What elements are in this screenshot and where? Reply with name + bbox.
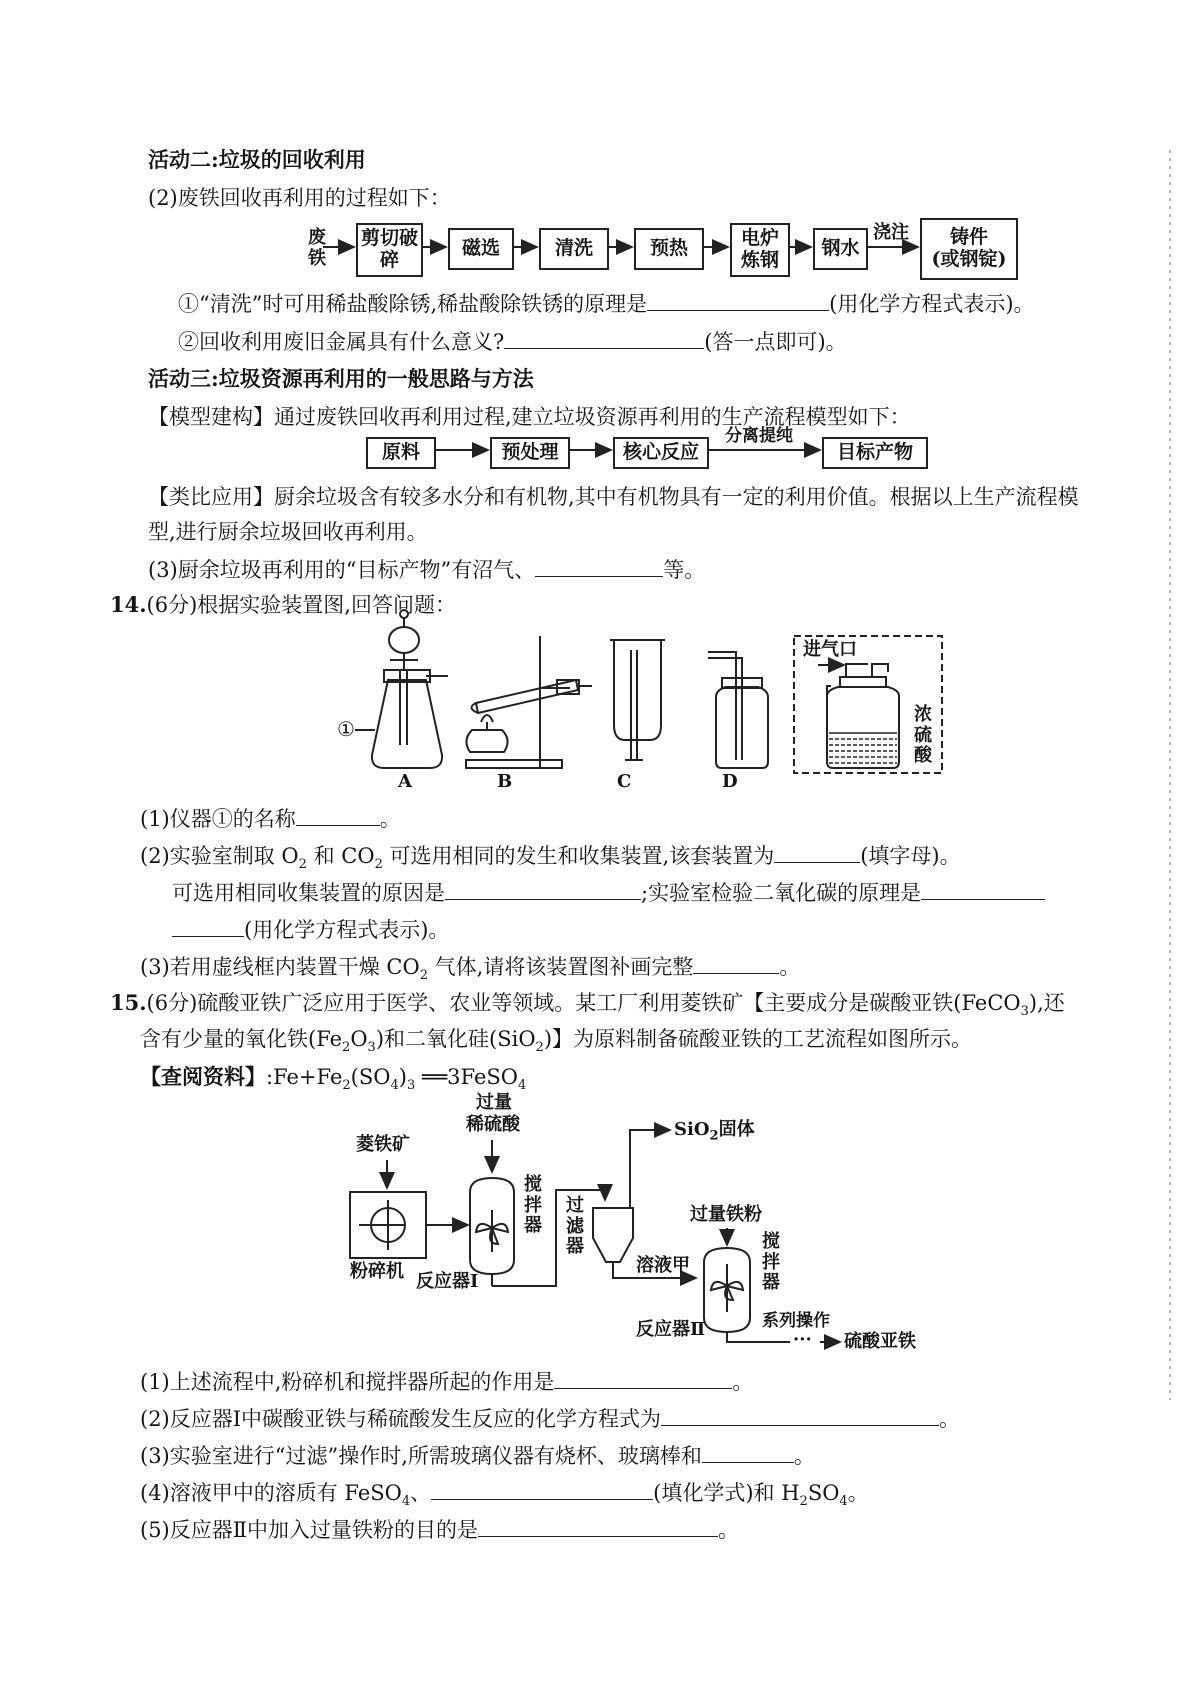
q15-2-line — [140, 1405, 960, 1432]
sub-2: 2 — [535, 1040, 544, 1056]
q14-2-reason-text: 可选用相同收集装置的原因是 — [172, 881, 445, 905]
scrap-iron-label: 废铁 — [308, 227, 326, 269]
q14-2-reason-blank[interactable] — [445, 879, 641, 900]
q14-2-line — [140, 842, 961, 873]
q15-3-blank[interactable] — [702, 1442, 794, 1463]
q14-2-line3 — [172, 916, 449, 943]
conc-sulfuric-acid-label: 浓硫酸 — [914, 704, 932, 767]
q15-2-tail: 。 — [939, 1407, 961, 1431]
q14-3-tail: 。 — [779, 955, 801, 979]
q14-3-text-b: 气体,请将该装置图补画完整 — [428, 955, 694, 979]
q15-1-text: (1)上述流程中,粉碎机和搅拌器所起的作用是 — [140, 1370, 555, 1394]
sub-2: 2 — [709, 1128, 719, 1144]
sub-4: 4 — [839, 1494, 848, 1510]
q2-1-blank[interactable] — [647, 290, 829, 311]
label-d: D — [722, 771, 738, 792]
apparatus-d — [708, 652, 768, 768]
flow-step-wash: 清洗 — [539, 228, 609, 270]
label-a: A — [398, 771, 412, 792]
sub-2: 2 — [419, 968, 428, 984]
q15-ref-eq-c: ) — [398, 1065, 407, 1089]
siderite-label: 菱铁矿 — [356, 1134, 410, 1155]
stirrer2-label: 搅拌器 — [762, 1231, 780, 1294]
inlet-label: 进气口 — [803, 639, 857, 660]
q3-line — [148, 556, 705, 583]
q15-3-text: (3)实验室进行“过滤”操作时,所需玻璃仪器有烧杯、玻璃棒和 — [140, 1444, 702, 1468]
sio2-solid-label — [674, 1120, 755, 1145]
q15-1-tail: 。 — [732, 1370, 754, 1394]
q2-intro: (2)废铁回收再利用的过程如下： — [148, 186, 451, 210]
sub-3: 3 — [367, 1040, 376, 1056]
q3-blank[interactable] — [535, 556, 663, 577]
sub-2: 2 — [298, 857, 307, 873]
sub-4: 4 — [390, 1078, 399, 1094]
q15-5-text: (5)反应器Ⅱ中加入过量铁粉的目的是 — [140, 1518, 479, 1542]
q14-3-blank[interactable] — [693, 953, 779, 974]
q15-4-text-d: SO — [807, 1481, 840, 1505]
apparatus-a — [355, 610, 448, 768]
q15-4-text-c: (填化学式)和 H — [653, 1481, 800, 1505]
flow-step-magnetic: 磁选 — [448, 228, 514, 270]
q14-2-text-b: 和 CO — [306, 844, 375, 868]
activity2-heading: 活动二:垃圾的回收利用 — [148, 147, 366, 172]
analogy-line2: 型,进行厨余垃圾回收再利用。 — [148, 520, 428, 544]
model-core-reaction: 核心反应 — [613, 437, 709, 469]
q15-stem-line1 — [110, 990, 1065, 1020]
ellipsis-label: ··· — [793, 1329, 812, 1350]
q14-1-tail: 。 — [379, 807, 401, 831]
q15-4-text-b: 、 — [410, 1481, 432, 1505]
q15-ref-eq-b: (SO — [350, 1065, 391, 1089]
q14-2-test-blank[interactable] — [921, 879, 1045, 900]
q15-reference — [140, 1064, 526, 1094]
q2-2-line — [178, 328, 847, 355]
crusher-label: 粉碎机 — [350, 1261, 404, 1282]
solution-a-label: 溶液甲 — [636, 1255, 690, 1276]
q14-number: 14. — [110, 592, 147, 617]
q15-4-text-a: (4)溶液甲中的溶质有 FeSO — [140, 1481, 402, 1505]
q15-number: 15. — [110, 990, 147, 1015]
sub-2: 2 — [799, 1494, 808, 1510]
excess-label: 过量 — [476, 1092, 512, 1113]
q15-2-blank[interactable] — [661, 1405, 939, 1426]
q15-ref-eq-a: :Fe+Fe — [266, 1065, 343, 1089]
sub-2: 2 — [342, 1040, 351, 1056]
sub-4: 4 — [401, 1494, 411, 1510]
q14-1-blank[interactable] — [296, 805, 380, 826]
sub-4: 4 — [518, 1078, 527, 1094]
q15-stem-line2 — [140, 1027, 972, 1056]
q14-1-line — [140, 805, 401, 832]
reactor1-label: 反应器Ⅰ — [416, 1271, 479, 1292]
sub-3: 3 — [406, 1078, 416, 1094]
flow-step-furnace: 电炉炼钢 — [730, 223, 790, 277]
q15-stem-b: ),还 — [1028, 991, 1065, 1015]
sio2-text: SiO — [674, 1119, 710, 1140]
sub-2: 2 — [342, 1078, 351, 1094]
q14-3-line — [140, 953, 800, 984]
ferrous-sulfate-label: 硫酸亚铁 — [844, 1331, 916, 1352]
sub-3: 3 — [1020, 1004, 1029, 1020]
series-ops-label: 系列操作 — [762, 1311, 830, 1331]
activity3-heading: 活动三:垃圾资源再利用的一般思路与方法 — [148, 366, 534, 391]
sub-2: 2 — [374, 857, 383, 873]
q14-2-line2 — [172, 879, 1045, 906]
label-b: B — [497, 771, 513, 792]
reactor2-label: 反应器Ⅱ — [636, 1319, 706, 1340]
q15-3-line — [140, 1442, 815, 1469]
q15-5-tail: 。 — [718, 1518, 740, 1542]
q2-2-text: ②回收利用废旧金属具有什么意义? — [178, 330, 505, 354]
q14-2-test-blank-cont[interactable] — [172, 916, 244, 937]
marker-1: ① — [337, 717, 355, 741]
q14-stem — [110, 592, 456, 618]
q14-2-text-c: 可选用相同的发生和收集装置,该套装置为 — [382, 844, 775, 868]
q14-1-text: (1)仪器①的名称 — [140, 807, 296, 831]
q15-3-tail: 。 — [793, 1444, 815, 1468]
q3-tail: 等。 — [663, 558, 706, 582]
label-c: C — [617, 771, 632, 792]
q2-1-text: ①“清洗”时可用稀盐酸除锈,稀盐酸除铁锈的原理是 — [178, 292, 648, 316]
model-separation-label: 分离提纯 — [725, 426, 793, 446]
q2-1-tail: (用化学方程式表示)。 — [829, 292, 1035, 316]
q14-2-text-a: (2)实验室制取 O — [140, 844, 299, 868]
q15-stem-c: 含有少量的氧化铁(Fe — [140, 1027, 343, 1051]
flow-step-molten-steel: 钢水 — [813, 228, 868, 270]
q2-1-line — [178, 290, 1035, 317]
filter-label: 过滤器 — [566, 1195, 584, 1258]
stirrer1-label: 搅拌器 — [524, 1174, 542, 1237]
q15-ref-eq-d: ══3FeSO — [415, 1065, 518, 1089]
q14-2-blank[interactable] — [774, 842, 860, 863]
solid-text: 固体 — [718, 1119, 755, 1140]
q15-ref-label: 【查阅资料】 — [140, 1064, 266, 1089]
q15-2-text: (2)反应器Ⅰ中碳酸亚铁与稀硫酸发生反应的化学方程式为 — [140, 1407, 662, 1431]
q15-stem-d: O — [350, 1027, 368, 1051]
q15-4-line — [140, 1479, 869, 1510]
q15-1-line — [140, 1368, 753, 1395]
q14-2-test-text: ;实验室检验二氧化碳的原理是 — [641, 881, 922, 905]
q15-5-line — [140, 1516, 739, 1543]
q3-text: (3)厨余垃圾再利用的“目标产物”有沼气、 — [148, 558, 536, 582]
q15-4-blank[interactable] — [431, 1479, 653, 1500]
q15-4-tail: 。 — [847, 1481, 869, 1505]
flow-step-cut-crush: 剪切破碎 — [356, 223, 423, 277]
apparatus-c — [610, 640, 665, 760]
q2-2-blank[interactable] — [504, 328, 704, 349]
iron-powder-label: 过量铁粉 — [690, 1204, 762, 1225]
model-pretreatment: 预处理 — [490, 437, 570, 469]
q14-2-text-d: (填字母)。 — [860, 844, 961, 868]
q15-stem-e: )和二氧化硅(SiO — [375, 1027, 536, 1051]
pour-label: 浇注 — [873, 222, 909, 243]
q14-2-eq-hint: (用化学方程式表示)。 — [244, 918, 450, 942]
dilute-acid-label: 稀硫酸 — [466, 1114, 520, 1135]
q15-5-blank[interactable] — [478, 1516, 718, 1537]
model-intro: 【模型建构】通过废铁回收再利用过程,建立垃圾资源再利用的生产流程模型如下： — [148, 405, 911, 429]
q14-stem-text: (6分)根据实验装置图,回答问题： — [146, 593, 456, 617]
q2-2-tail: (答一点即可)。 — [704, 330, 847, 354]
analogy-line1: 【类比应用】厨余垃圾含有较多水分和有机物,其中有机物具有一定的利用价值。根据以上生产流程模 — [148, 485, 1079, 509]
apparatus-b — [466, 636, 592, 768]
model-raw-material: 原料 — [366, 437, 436, 469]
flow-step-casting — [920, 218, 1018, 280]
q14-3-text-a: (3)若用虚线框内装置干燥 CO — [140, 955, 420, 979]
model-target-product: 目标产物 — [822, 437, 928, 469]
q15-stem-f: )】为原料制备硫酸亚铁的工艺流程如图所示。 — [543, 1027, 973, 1051]
q15-stem-a: (6分)硫酸亚铁广泛应用于医学、农业等领域。某工厂利用菱铁矿【主要成分是碳酸亚铁(FeCO — [146, 991, 1021, 1015]
ingot-label: (或钢锭) — [931, 248, 1007, 270]
flow-step-preheat: 预热 — [634, 228, 704, 270]
q15-1-blank[interactable] — [554, 1368, 732, 1389]
casting-label: 铸件 — [949, 226, 988, 249]
